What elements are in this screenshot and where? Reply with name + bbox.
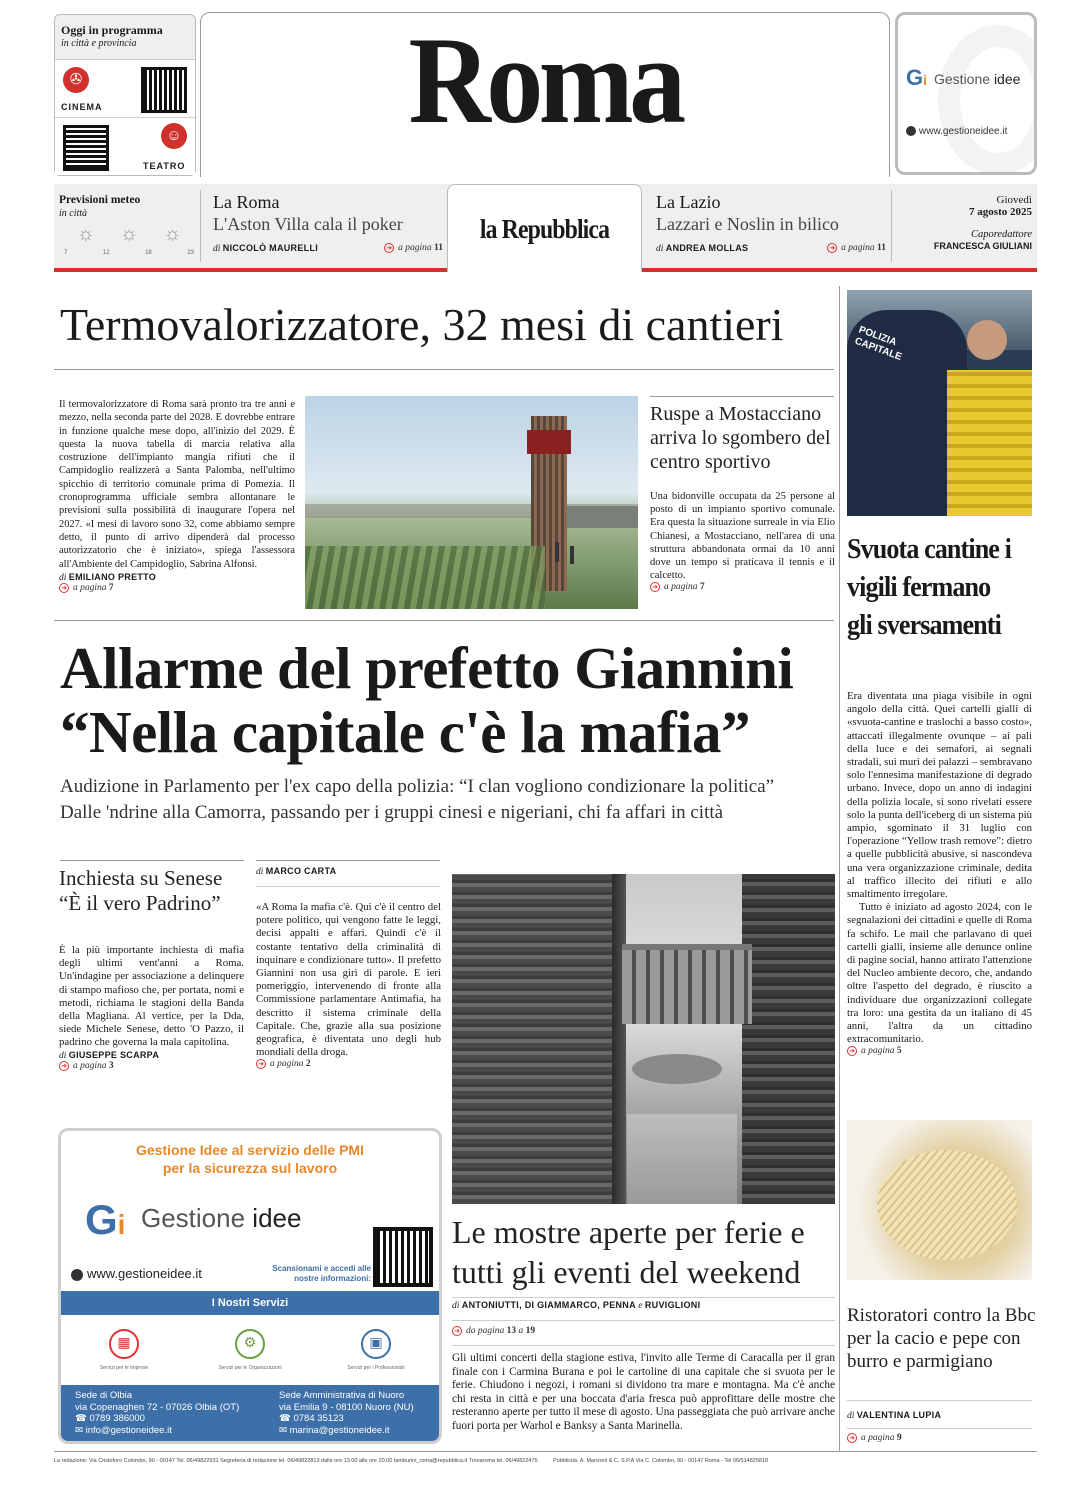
masthead-title: Roma xyxy=(408,12,682,149)
globe-icon xyxy=(906,126,916,136)
roma-byline: NICCOLÒ MAURELLI xyxy=(222,243,319,253)
ad-top-brand-a: Gestione xyxy=(934,71,994,87)
repubblica-tab xyxy=(447,184,642,272)
mafia-sub-2: Dalle 'ndrine alla Camorra, passando per i gruppi cinesi e nigeriani, chi fa affari in città xyxy=(60,802,724,823)
carta-byline: MARCO CARTA xyxy=(265,866,337,876)
senese-body: È la più importante inchiesta di mafia degli ultimi vent'anni a Roma. Un'indagine per associazione a delinquere di stampo mafioso che, per portata, nomi e metodi, richiama le stagioni della Banda della Magliana. Al vertice, per la Dda, siede Michele Senese, detto 'O Pazzo, il padrino che governa la mala capitolina. xyxy=(59,944,244,1049)
ad-top-box[interactable] xyxy=(895,12,1037,175)
svuota-headline[interactable]: Svuota cantine i vigili fermano gli sversamenti xyxy=(847,533,1011,641)
arrow-right-icon: ➜ xyxy=(650,582,660,592)
senese-page-ref[interactable]: ➜ a pagina 3 xyxy=(59,1061,244,1071)
colosseum-photo xyxy=(452,874,835,1204)
meteo-hour: 23 xyxy=(187,250,194,256)
svuota-page-ref[interactable]: ➜ a pagina 5 xyxy=(847,1046,1032,1056)
teatro-label: TEATRO xyxy=(143,161,186,171)
arrow-right-icon: ➜ xyxy=(59,583,69,593)
arrow-right-icon: ➜ xyxy=(452,1326,462,1336)
presentation-icon: ▣ xyxy=(361,1329,391,1359)
mail-icon: ✉ xyxy=(279,1424,290,1436)
ad-scan-text: Scansionami e accedi alle nostre informazioni: xyxy=(272,1264,371,1283)
bbc-headline[interactable]: Ristoratori contro la Bbc per la cacio e pepe con burro e parmigiano xyxy=(847,1305,1036,1372)
ad-brand-b: idee xyxy=(252,1203,302,1233)
ruspe-page-ref[interactable]: ➜ a pagina 7 xyxy=(650,582,835,592)
mafia-headline[interactable] xyxy=(60,636,840,764)
ad-service-item: ▦ Servizi per le Imprese xyxy=(74,1315,174,1385)
termovalorizzatore-rendering-image xyxy=(305,396,638,609)
ruspe-article[interactable] xyxy=(650,402,835,593)
sun-icon: ☼ xyxy=(76,223,95,245)
arrow-right-icon: ➜ xyxy=(384,243,394,253)
roma-teaser[interactable] xyxy=(213,192,443,254)
ad-office-2: Sede Amministrativa di Nuoro via Emilia 9 - 08100 Nuoro (NU) ☎ 0784 35123 ✉ marina@gestioneidee.it xyxy=(279,1390,414,1436)
ad-services-title: I Nostri Servizi xyxy=(61,1291,439,1315)
roma-byline-di: di xyxy=(213,244,221,254)
bbc-byline: di VALENTINA LUPIA xyxy=(847,1410,942,1421)
sun-icon: ☼ xyxy=(163,223,182,245)
termo-byline: EMILIANO PRETTO xyxy=(68,571,157,582)
meteo-hour: 18 xyxy=(145,250,152,256)
ad-qr-code[interactable] xyxy=(373,1227,433,1287)
lazio-title: La Lazio xyxy=(656,192,721,212)
lazio-page-ref[interactable]: ➜ a pagina 11 xyxy=(827,243,886,254)
meteo-hour: 12 xyxy=(102,250,110,256)
day-name: Giovedì xyxy=(996,194,1032,206)
termo-article: Il termovalorizzatore di Roma sarà pronto tra tre anni e mezzo, nella seconda parte del 2028. E dovrebbe entrare in funzione qualche mese dopo, all'inizio del 2029. È questa la nuova tabella di marcia relativa alla costruzione dell'impianto mangia rifiuti che il Campidoglio realizzerà a Santa Palomba, nell'ultimo spicchio di territorio comunale prima di Pomezia. Il cronoprogramma ufficiale sembra allontanare le previsioni sulla possibilità di inaugurare l'opera nel 2027. «I mesi di lavoro sono 32, come abbiamo sempre detto, il punto di arrivo dipenderà dal processo autorizzatorio che è iniziato», spiega l'assessora all'Ambiente del Campidoglio, Sabrina Alfonsi. di EMILIANO PRETTO ➜ a pagina 7 xyxy=(59,399,295,594)
gestione-idee-logo-icon: Gi xyxy=(85,1196,126,1243)
gears-icon: ⚙ xyxy=(235,1329,265,1359)
meteo-box xyxy=(54,184,196,268)
roma-page-ref[interactable]: ➜ a pagina 11 xyxy=(384,243,443,254)
lazio-byline-di: di xyxy=(656,244,664,254)
carta-body: «A Roma la mafia c'è. Qui c'è il centro del potere politico, qui vengono fatte le leggi, decisi appalti e affari. Quindi c'è il costante tentativo della criminalità di inquinare e condizionare tutto». Il prefetto Giannini non usa giri di parole. E ieri pomeriggio, intervenendo di fronte alla Commissione parlamentare Antimafia, ha descritto il sistema criminale della Capitale. Che, grazie alla sua posizione geografica, è diventata uno degli hub mondiali della droga. xyxy=(256,901,441,1059)
termo-page-ref[interactable]: ➜ a pagina 7 xyxy=(59,583,295,593)
arrow-right-icon: ➜ xyxy=(827,243,837,253)
lazio-headline: Lazzari e Noslin in bilico xyxy=(656,214,839,234)
repubblica-logo: la Repubblica xyxy=(479,214,610,244)
phone-icon: ☎ xyxy=(279,1413,294,1424)
date-box xyxy=(895,194,1032,251)
footer-pubblicita: Pubblicità: A. Manzoni & C. S.P.A Via C. Colombo, 90 - 00147 Roma - Tel 06/514825818 xyxy=(553,1458,769,1464)
mafia-subheadline xyxy=(60,774,840,826)
ad-gestione-idee[interactable] xyxy=(58,1128,442,1444)
ad-top-url[interactable]: www.gestioneidee.it xyxy=(919,126,1008,137)
ruspe-headline: Ruspe a Mostacciano arriva lo sgombero del centro sportivo xyxy=(650,403,831,473)
bbc-page-ref[interactable]: ➜ a pagina 9 xyxy=(847,1433,902,1443)
meteo-title: Previsioni meteo xyxy=(59,194,141,206)
ad-service-item: ⚙ Servizi per le Organizzazioni xyxy=(200,1315,300,1385)
carta-article[interactable]: di MARCO CARTA «A Roma la mafia c'è. Qui c'è il centro del potere politico, qui vengono fatte le leggi, decisi appalti e affari. Quindi c'è il costante tentativo della criminalità di inquinare e condizionare tutto». Il prefetto Giannini non usa giri di parole. E ieri pomeriggio, intervenendo di fronte alla Commissione parlamentare Antimafia, ha descritto il sistema criminale della Capitale. Che, grazie alla sua posizione geografica, è diventata uno degli hub mondiali della droga. ➜ a pagina 2 xyxy=(256,866,441,1070)
teatro-qr-code[interactable] xyxy=(63,125,109,171)
ad-brand-a: Gestione xyxy=(141,1203,253,1233)
arrow-right-icon: ➜ xyxy=(256,1059,266,1069)
lazio-byline: ANDREA MOLLAS xyxy=(665,243,749,253)
termo-body: Il termovalorizzatore di Roma sarà pronto tra tre anni e mezzo, nella seconda parte del 2028. E dovrebbe entrare in funzione qualche mese dopo, all'inizio del 2029. È questa la nuova tabella di marcia relativa alla costruzione dell'impianto mangia rifiuti che il Campidoglio realizzerà a Santa Palomba, nell'ultimo spicchio di territorio comunale prima di Pomezia. Il cronoprogramma ufficiale sembra allontanare le previsioni sulla possibilità di inaugurare l'opera nel 2027. «I mesi di lavoro sono 32, come abbiamo sempre detto, il punto di arrivo dipenderà dal processo autorizzatorio che è iniziato», spiega l'assessora all'Ambiente del Campidoglio, Sabrina Alfonsi. xyxy=(59,399,295,570)
police-officer-photo xyxy=(847,290,1032,516)
cinema-qr-code[interactable] xyxy=(141,67,187,113)
svuota-body-2: Tutto è iniziato ad agosto 2024, con le segnalazioni dei cittadini e quelle di Roma fa schifo. Le mail che parlavano di quei cartelli gialli, insieme alle denunce online di pagine social, hanno attirato l'attenzione del Nucleo ambiente decoro, che, andando oltre l'aspetto del degrado, è riuscito a individuare due organizzazioni collegate tra loro: una gestita da un italiano di 45 anni, l'altra da un cittadino extracomunitario. xyxy=(847,901,1032,1046)
sun-icon: ☼ xyxy=(119,223,139,245)
phone-icon: ☎ xyxy=(75,1413,90,1424)
ad-office-1: Sede di Olbia via Copenaghen 72 - 07026 Olbia (OT) ☎ 0789 386000 ✉ info@gestioneidee.it xyxy=(75,1390,240,1436)
lazio-teaser[interactable] xyxy=(656,192,886,254)
mafia-sub-1: Audizione in Parlamento per l'ex capo della polizia: “I clan vogliono condizionare la politica” xyxy=(60,776,775,797)
programma-box xyxy=(54,14,196,176)
programma-subtitle: in città e provincia xyxy=(61,38,137,49)
roma-title: La Roma xyxy=(213,192,280,212)
svuota-body-1: Era diventata una piaga visibile in ogni angolo della città. Quei cartelli gialli di «svuota-cantine e traslochi a basso costo», attaccati illegalmente ovunque – ai pali della luce e dei semafori, ai segnali stradali, sui muri dei palazzi – sembravano solo l'ennesima manifestazione di degrado urbano. Invece, dopo un anno di indagini della polizia locale, si sono rivelati essere solo la punta dell'iceberg di un sistema più ampio, sgominato il 31 luglio con l'operazione “Yellow trash remove”: dietro a quelle pubblicità abusive, si nascondeva una vera organizzazione criminale, dedita al traffico illecito dei rifiuti e allo smaltimento irregolare. xyxy=(847,690,1032,901)
arrow-right-icon: ➜ xyxy=(847,1046,857,1056)
globe-icon xyxy=(71,1269,83,1281)
teatro-icon: ☺ xyxy=(161,123,187,149)
mostre-byline: di ANTONIUTTI, DI GIAMMARCO, PENNA e RUVIGLIONI xyxy=(452,1300,701,1311)
carta-page-ref[interactable]: ➜ a pagina 2 xyxy=(256,1059,441,1069)
ad-headline-1: Gestione Idee al servizio delle PMI xyxy=(136,1142,364,1158)
meteo-subtitle: in città xyxy=(59,208,88,219)
ad-url[interactable]: www.gestioneidee.it xyxy=(87,1266,202,1281)
senese-byline: GIUSEPPE SCARPA xyxy=(68,1049,160,1060)
arrow-right-icon: ➜ xyxy=(59,1061,69,1071)
editor-role: Caporedattore xyxy=(970,229,1032,240)
ad-headline-2: per la sicurezza sul lavoro xyxy=(162,1160,338,1176)
ruspe-body: Una bidonville occupata da 25 persone al posto di un impianto sportivo comunale. Era questa la situazione surreale in via Elio Chianesi, a Mostacciano, nell'area di una struttura abbandonata ormai da 10 anni dove un tempo si praticava il tennis e il calcetto. xyxy=(650,491,835,582)
mostre-body: Gli ultimi concerti della stagione estiva, l'invito alle Terme di Caracalla per il gran finale con i Carmina Burana e poi le cartoline di una capitale che si svuota per le ferie. Chiudono i negozi, i romani si dividono tra mare e montagna. Ma c'è anche chi resta in città e per una boccata d'aria fresca può approfittare delle mostre che resteranno aperte per tutto il mese di agosto. Una passeggiata che può arrivare anche fuori porta per Warhol e Banksy a Santa Marinella. xyxy=(452,1352,835,1432)
ad-service-item: ▣ Servizi per i Professionisti xyxy=(326,1315,426,1385)
mafia-headline-line-2: “Nella capitale c'è la mafia” xyxy=(60,699,751,765)
termo-headline[interactable]: Termovalorizzatore, 32 mesi di cantieri xyxy=(60,299,784,350)
programma-title: Oggi in programma xyxy=(61,23,163,37)
svuota-article xyxy=(847,690,1032,1057)
editor-name: FRANCESCA GIULIANI xyxy=(933,241,1032,251)
roma-headline: L'Aston Villa cala il poker xyxy=(213,214,403,234)
senese-article[interactable]: Inchiesta su Senese “È il vero Padrino” È la più importante inchiesta di mafia degli ultimi vent'anni a Roma. Un'indagine per associazione a delinquere di stampo mafioso che, per portata, nomi e metodi, richiama le stagioni della Banda della Magliana. Al vertice, per la Dda, siede Michele Senese, detto 'O Pazzo, il padrino che governa la mala capitolina. di GIUSEPPE SCARPA ➜ a pagina 3 xyxy=(59,866,244,1071)
ad-top-brand-b: idee xyxy=(993,71,1021,87)
mostre-page-ref[interactable]: ➜ da pagina 13 a 19 xyxy=(452,1326,535,1336)
mail-icon: ✉ xyxy=(75,1424,86,1436)
gestione-idee-logo-icon: Gi xyxy=(906,65,928,90)
senese-headline: Inchiesta su Senese “È il vero Padrino” xyxy=(59,866,223,915)
footer-redazione: La redazione: Via Cristoforo Colombo, 90 - 00147 Tel. 06/49822931 Segreteria di redazione tel. 06/49822813 dalle ore 13.00 alle ore 20.00 tamburini_roma@repubblica.it Trovaroma tel. 06/49822475 xyxy=(54,1458,538,1464)
building-icon: ▦ xyxy=(109,1329,139,1359)
issue-date: 7 agosto 2025 xyxy=(969,206,1032,218)
police-vest-text: POLIZIA CAPITALE xyxy=(853,324,904,363)
mafia-headline-line-1: Allarme del prefetto Giannini xyxy=(60,635,794,701)
arrow-right-icon: ➜ xyxy=(847,1433,857,1443)
meteo-hour: 7 xyxy=(64,250,68,256)
mostre-headline[interactable]: Le mostre aperte per ferie e tutti gli eventi del weekend xyxy=(452,1214,805,1290)
cinema-label: CINEMA xyxy=(61,102,103,112)
cinema-icon: ✇ xyxy=(63,67,89,93)
cacio-e-pepe-photo xyxy=(847,1120,1032,1280)
